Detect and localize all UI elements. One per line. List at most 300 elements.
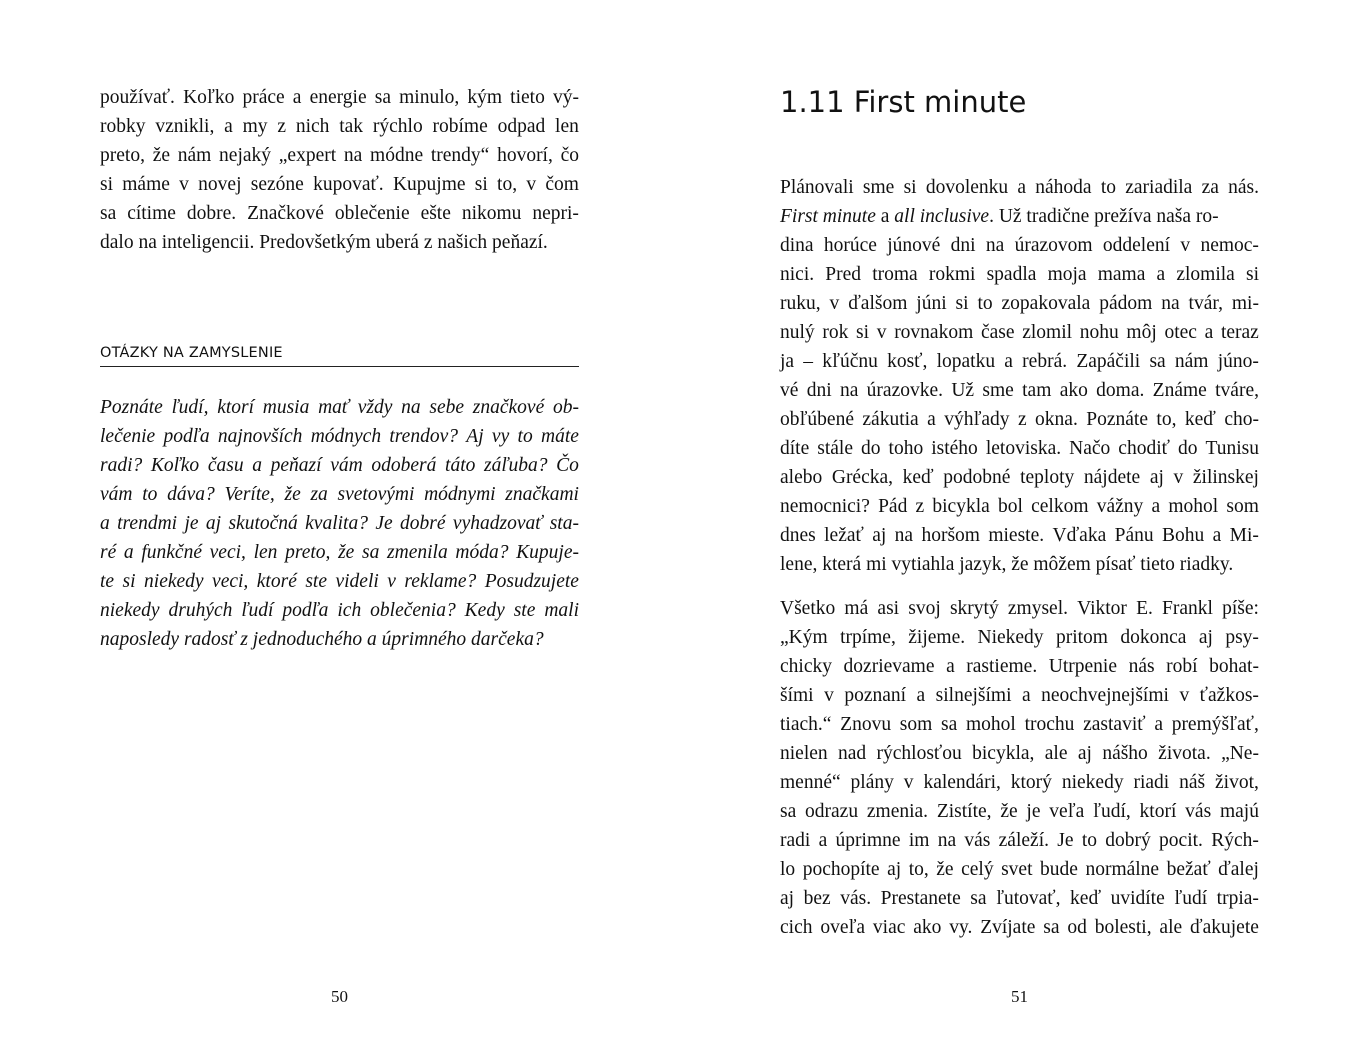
- word: na: [401, 397, 421, 418]
- word: v: [876, 322, 887, 343]
- word: kľúčnu: [822, 351, 878, 372]
- word: v: [1180, 235, 1191, 256]
- word: vás: [964, 830, 991, 851]
- word: na: [1161, 293, 1180, 314]
- word: zlomila: [1176, 264, 1235, 285]
- word: máme: [122, 174, 170, 195]
- word: dokonca: [1120, 627, 1187, 648]
- word: si: [856, 322, 870, 343]
- word: do: [861, 438, 881, 459]
- word: teraz: [1220, 322, 1259, 343]
- word: zariadila: [1125, 177, 1193, 198]
- word: a: [818, 830, 828, 851]
- word: času: [207, 455, 244, 476]
- word: podobné: [943, 467, 1011, 488]
- word: na: [839, 380, 859, 401]
- text-line: [780, 347, 1259, 376]
- word: je: [1026, 801, 1041, 822]
- word: Už: [951, 380, 975, 401]
- word: Kupuje-: [516, 542, 579, 563]
- word: sa: [100, 203, 117, 224]
- word: cho-: [1224, 409, 1259, 430]
- paragraph-1: [780, 173, 1259, 579]
- word: vám: [330, 455, 363, 476]
- text-line: [100, 509, 579, 538]
- word: to: [1100, 177, 1116, 198]
- word: svet: [1001, 859, 1033, 880]
- word: zmysel.: [1007, 598, 1068, 619]
- text-line: [780, 318, 1259, 347]
- word: z: [1017, 409, 1027, 430]
- word: vý-: [552, 87, 579, 108]
- word: doma.: [1096, 380, 1145, 401]
- word: úprimne: [835, 830, 901, 851]
- word: nielen: [780, 743, 828, 764]
- word: ale: [1044, 743, 1068, 764]
- word: na: [894, 525, 914, 546]
- text-line: [780, 173, 1259, 202]
- word: ako: [913, 917, 942, 938]
- word: a: [1151, 496, 1161, 517]
- word: ich: [337, 600, 362, 621]
- word: rastieme.: [966, 656, 1038, 677]
- word: majú: [1219, 801, 1259, 822]
- word: Kupujme: [392, 174, 466, 195]
- word: troma: [872, 264, 918, 285]
- word: dnes: [780, 525, 816, 546]
- word: to,: [908, 859, 929, 880]
- word: Posudzujete: [484, 571, 579, 592]
- word: Kedy: [464, 600, 505, 621]
- word: trochu: [1024, 714, 1075, 735]
- word: Pánu: [1114, 525, 1154, 546]
- word: v: [903, 772, 914, 793]
- word: čom: [545, 174, 579, 195]
- intro-paragraph: [100, 83, 579, 257]
- word: otec: [1164, 322, 1197, 343]
- word: si: [474, 174, 488, 195]
- word: nikomu: [461, 203, 522, 224]
- word: tak: [339, 116, 364, 137]
- word: pádom: [1099, 293, 1153, 314]
- word: bude: [1040, 859, 1078, 880]
- word: na: [937, 830, 957, 851]
- word: je: [184, 513, 199, 534]
- word: máte: [541, 426, 579, 447]
- word: za: [1201, 177, 1219, 198]
- word: aj: [1149, 467, 1164, 488]
- left-page: [0, 0, 679, 1063]
- word: vždy: [357, 397, 393, 418]
- word: júnové: [887, 235, 941, 256]
- word: to: [1081, 830, 1097, 851]
- word: novej: [198, 174, 242, 195]
- word: a: [1204, 322, 1214, 343]
- word: dozrievame: [843, 656, 935, 677]
- word: do: [1177, 438, 1198, 459]
- word: len: [555, 116, 579, 137]
- word: Grécka,: [831, 467, 894, 488]
- word: podľa: [163, 426, 210, 447]
- line-text: . Už tradične prežíva naša ro-: [989, 206, 1219, 227]
- word: úrazovom: [1014, 235, 1093, 256]
- word: chicky: [780, 656, 832, 677]
- word: a: [1004, 351, 1013, 372]
- line-text: a: [875, 206, 895, 227]
- word: dobré: [400, 513, 446, 534]
- word: sa: [970, 888, 987, 909]
- word: práce: [242, 87, 285, 108]
- word: plány: [850, 772, 894, 793]
- word: podľa: [282, 600, 329, 621]
- text-line: [100, 451, 579, 480]
- word: aj: [887, 859, 902, 880]
- word: ktoré: [256, 571, 297, 592]
- word: veci,: [209, 542, 246, 563]
- word: preto,: [100, 145, 145, 166]
- word: z: [915, 496, 925, 517]
- text-line: [780, 231, 1259, 260]
- word: Poznáte: [1086, 409, 1148, 430]
- word: celý: [961, 859, 994, 880]
- word: odoberá: [371, 455, 437, 476]
- word: od: [1067, 917, 1087, 938]
- word: normálne: [1085, 859, 1160, 880]
- text-line: [780, 855, 1259, 884]
- word: horšom: [921, 525, 980, 546]
- word: ťažkos-: [1199, 685, 1259, 706]
- word: oblečenia?: [370, 600, 456, 621]
- word: že: [152, 145, 170, 166]
- word: Čo: [556, 455, 579, 476]
- word: zastaviť: [1083, 714, 1146, 735]
- word: niekedy: [100, 600, 160, 621]
- word: sa: [941, 714, 958, 735]
- word: „Kým: [780, 627, 828, 648]
- word: z: [277, 116, 287, 137]
- word: a: [1212, 525, 1222, 546]
- text-line: [780, 768, 1259, 797]
- questions-paragraph: [100, 393, 579, 654]
- word: „expert: [278, 145, 337, 166]
- word: rýchlo: [372, 116, 423, 137]
- word: len: [253, 542, 278, 563]
- text-line: [100, 393, 579, 422]
- word: a: [1156, 264, 1166, 285]
- word: Frankl: [1162, 598, 1213, 619]
- word: ďalej: [1218, 859, 1259, 880]
- text-line: [780, 405, 1259, 434]
- text-line: [100, 538, 579, 567]
- word: –: [803, 351, 814, 372]
- word: bežať: [1166, 859, 1211, 880]
- word: si: [955, 293, 969, 314]
- word: dina: [780, 235, 814, 256]
- word: uvidíte: [1110, 888, 1165, 909]
- word: sa: [374, 87, 391, 108]
- word: že: [936, 859, 954, 880]
- word: dovolenku: [925, 177, 1009, 198]
- word: Utrpenie: [1048, 656, 1118, 677]
- text-line: [780, 884, 1259, 913]
- word: sezóne: [250, 174, 304, 195]
- word: za: [310, 484, 328, 505]
- word: stále: [817, 438, 853, 459]
- word: nepri-: [532, 203, 579, 224]
- word: Viktor: [1077, 598, 1127, 619]
- word: ležať: [824, 525, 864, 546]
- text-line: [780, 434, 1259, 463]
- word: módnymi: [424, 484, 496, 505]
- word: kalendári,: [923, 772, 1001, 793]
- word: rebrá.: [1022, 351, 1068, 372]
- word: trendmi: [117, 513, 178, 534]
- word: ľudí,: [171, 397, 209, 418]
- word: pochopíte: [802, 859, 880, 880]
- word: Znovu: [840, 714, 892, 735]
- word: júno-: [1217, 351, 1259, 372]
- word: funkčné: [141, 542, 202, 563]
- text-line: [100, 596, 579, 625]
- word: táto: [445, 455, 476, 476]
- word: značkové: [472, 397, 545, 418]
- word: zmenila: [387, 542, 448, 563]
- word: energie: [309, 87, 367, 108]
- word: Známe: [1152, 380, 1207, 401]
- text-line: [780, 376, 1259, 405]
- word: pritom: [1055, 627, 1108, 648]
- word: silnejšími: [935, 685, 1012, 706]
- word: radi: [780, 830, 811, 851]
- text-line: [100, 141, 579, 170]
- word: v: [1179, 685, 1190, 706]
- word: neochvejnejšími: [1041, 685, 1169, 706]
- word: premýšľať,: [1171, 714, 1259, 735]
- text-line: [100, 228, 579, 257]
- word: keď: [1184, 409, 1216, 430]
- word: si: [100, 174, 114, 195]
- word: cítime: [127, 203, 176, 224]
- word: to: [977, 293, 993, 314]
- word: odrazu: [805, 801, 859, 822]
- word: a: [1017, 177, 1027, 198]
- word: poznaní: [844, 685, 907, 706]
- word: úrazovke.: [866, 380, 944, 401]
- word: mieste.: [988, 525, 1045, 546]
- word: si: [903, 177, 917, 198]
- word: Mi-: [1229, 525, 1259, 546]
- text-line: [780, 797, 1259, 826]
- word: druhých: [168, 600, 233, 621]
- word: Rých-: [1211, 830, 1259, 851]
- word: dobre.: [186, 203, 237, 224]
- word: v: [526, 174, 537, 195]
- text-line: [100, 170, 579, 199]
- word: ktorý: [1010, 772, 1052, 793]
- word: aj: [1077, 743, 1092, 764]
- word: tvár,: [1188, 293, 1223, 314]
- word: okna.: [1035, 409, 1078, 430]
- word: žijeme.: [908, 627, 966, 648]
- word: to: [517, 426, 533, 447]
- word: oveľa: [820, 917, 866, 938]
- text-line: [780, 521, 1259, 550]
- word: videli: [335, 571, 379, 592]
- word: najnovších: [217, 426, 303, 447]
- word: vážny: [1096, 496, 1144, 517]
- word: nás.: [1228, 177, 1259, 198]
- word: odpad: [497, 116, 546, 137]
- word: mohol: [1168, 496, 1219, 517]
- word: Aj: [466, 426, 484, 447]
- word: a: [123, 542, 134, 563]
- word: mi-: [1231, 293, 1259, 314]
- word: a: [1154, 714, 1163, 735]
- word: musia: [262, 397, 310, 418]
- word: ré: [100, 542, 117, 563]
- word: skrytý: [949, 598, 999, 619]
- word: a: [100, 513, 110, 534]
- word: moja: [1047, 264, 1087, 285]
- word: keď: [1070, 888, 1102, 909]
- text-line: [100, 83, 579, 112]
- word: chodiť: [1118, 438, 1170, 459]
- word: záľuba?: [484, 455, 548, 476]
- italic-term: First minute: [780, 206, 876, 227]
- word: a: [224, 116, 233, 137]
- word: a: [916, 685, 926, 706]
- word: hovorí,: [497, 145, 553, 166]
- word: tiach.“: [780, 714, 832, 735]
- word: Je: [375, 513, 393, 534]
- text-line: [100, 422, 579, 451]
- word: dni: [950, 235, 976, 256]
- word: a: [927, 409, 936, 430]
- word: sta-: [549, 513, 579, 534]
- word: som: [1226, 496, 1259, 517]
- word: značkami: [505, 484, 579, 505]
- word: zopakovala: [1001, 293, 1091, 314]
- word: E.: [1136, 598, 1153, 619]
- word: vé: [780, 380, 799, 401]
- word: si: [1245, 264, 1259, 285]
- word: môj: [1126, 322, 1157, 343]
- page-number-left: 50: [331, 987, 348, 1006]
- word: ktorí: [1139, 801, 1177, 822]
- word: v: [824, 685, 834, 706]
- word: dobrý: [1105, 830, 1151, 851]
- word: bicykla,: [972, 743, 1035, 764]
- word: Poznáte: [100, 397, 163, 418]
- word: ste: [513, 600, 536, 621]
- text-line: [780, 739, 1259, 768]
- word: píše:: [1222, 598, 1259, 619]
- word: vy.: [949, 917, 973, 938]
- word: to,: [1156, 409, 1177, 430]
- word: kým: [467, 87, 503, 108]
- word: niekedy: [1061, 772, 1124, 793]
- word: ja: [780, 351, 795, 372]
- italic-term: all inclusive: [894, 206, 990, 227]
- text-line: [780, 652, 1259, 681]
- word: trpia-: [1216, 888, 1259, 909]
- text-line: [100, 480, 579, 509]
- word: sa: [1043, 917, 1060, 938]
- word: náš: [1179, 772, 1206, 793]
- word: módne: [370, 145, 424, 166]
- word: minulo,: [399, 87, 460, 108]
- word: ľudí: [241, 600, 274, 621]
- word: v: [387, 571, 396, 592]
- word: my: [242, 116, 268, 137]
- word: čo: [560, 145, 579, 166]
- word: tam: [1022, 380, 1052, 401]
- word: im: [908, 830, 930, 851]
- text-line: [100, 112, 579, 141]
- word: Vďaka: [1052, 525, 1107, 546]
- word: šími: [780, 685, 814, 706]
- word: robky: [100, 116, 146, 137]
- text-line: [100, 567, 579, 596]
- word: zákutia: [862, 409, 919, 430]
- word: sa: [1149, 351, 1166, 372]
- word: v: [1173, 467, 1184, 488]
- word: letoviska.: [985, 438, 1062, 459]
- word: díte: [780, 438, 810, 459]
- word: dáva?: [167, 484, 215, 505]
- page-number-right: 51: [1011, 987, 1028, 1006]
- word: pocit.: [1159, 830, 1203, 851]
- word: mama: [1097, 264, 1146, 285]
- word: robí: [1166, 656, 1198, 677]
- word: peňazí: [270, 455, 322, 476]
- word: veci,: [212, 571, 249, 592]
- word: na: [985, 235, 1005, 256]
- word: a: [946, 656, 955, 677]
- text-line: [780, 681, 1259, 710]
- word: vás: [1185, 801, 1212, 822]
- word: kvalita?: [305, 513, 368, 534]
- section-heading: OTÁZKY NA ZAMYSLENIE: [100, 343, 579, 367]
- word: trendov?: [389, 426, 458, 447]
- chapter-title: 1.11 First minute: [780, 85, 1027, 119]
- word: vznikli,: [155, 116, 215, 137]
- word: lopatku: [936, 351, 996, 372]
- word: „Ne-: [1221, 743, 1259, 764]
- word: že: [1000, 801, 1018, 822]
- word: že: [284, 484, 301, 505]
- word: nás: [1128, 656, 1155, 677]
- text-line: [780, 492, 1259, 521]
- word: ďakujete: [1190, 917, 1259, 938]
- word: a: [252, 455, 262, 476]
- word: sme: [862, 177, 895, 198]
- word: toho: [888, 438, 924, 459]
- word: aj: [780, 888, 795, 909]
- word: lene, která mi vytiahla jazyk, že môžem písať tieto riadky.: [780, 554, 1234, 575]
- word: bol: [998, 496, 1023, 517]
- word: rokmi: [928, 264, 976, 285]
- text-line: [780, 202, 1259, 231]
- word: života.: [1158, 743, 1211, 764]
- word: Všetko: [780, 598, 836, 619]
- word: Zistíte,: [936, 801, 992, 822]
- word: bicykla: [932, 496, 990, 517]
- word: Pád: [878, 496, 908, 517]
- word: módnych: [310, 426, 382, 447]
- text-line: [100, 199, 579, 228]
- text-line: [780, 623, 1259, 652]
